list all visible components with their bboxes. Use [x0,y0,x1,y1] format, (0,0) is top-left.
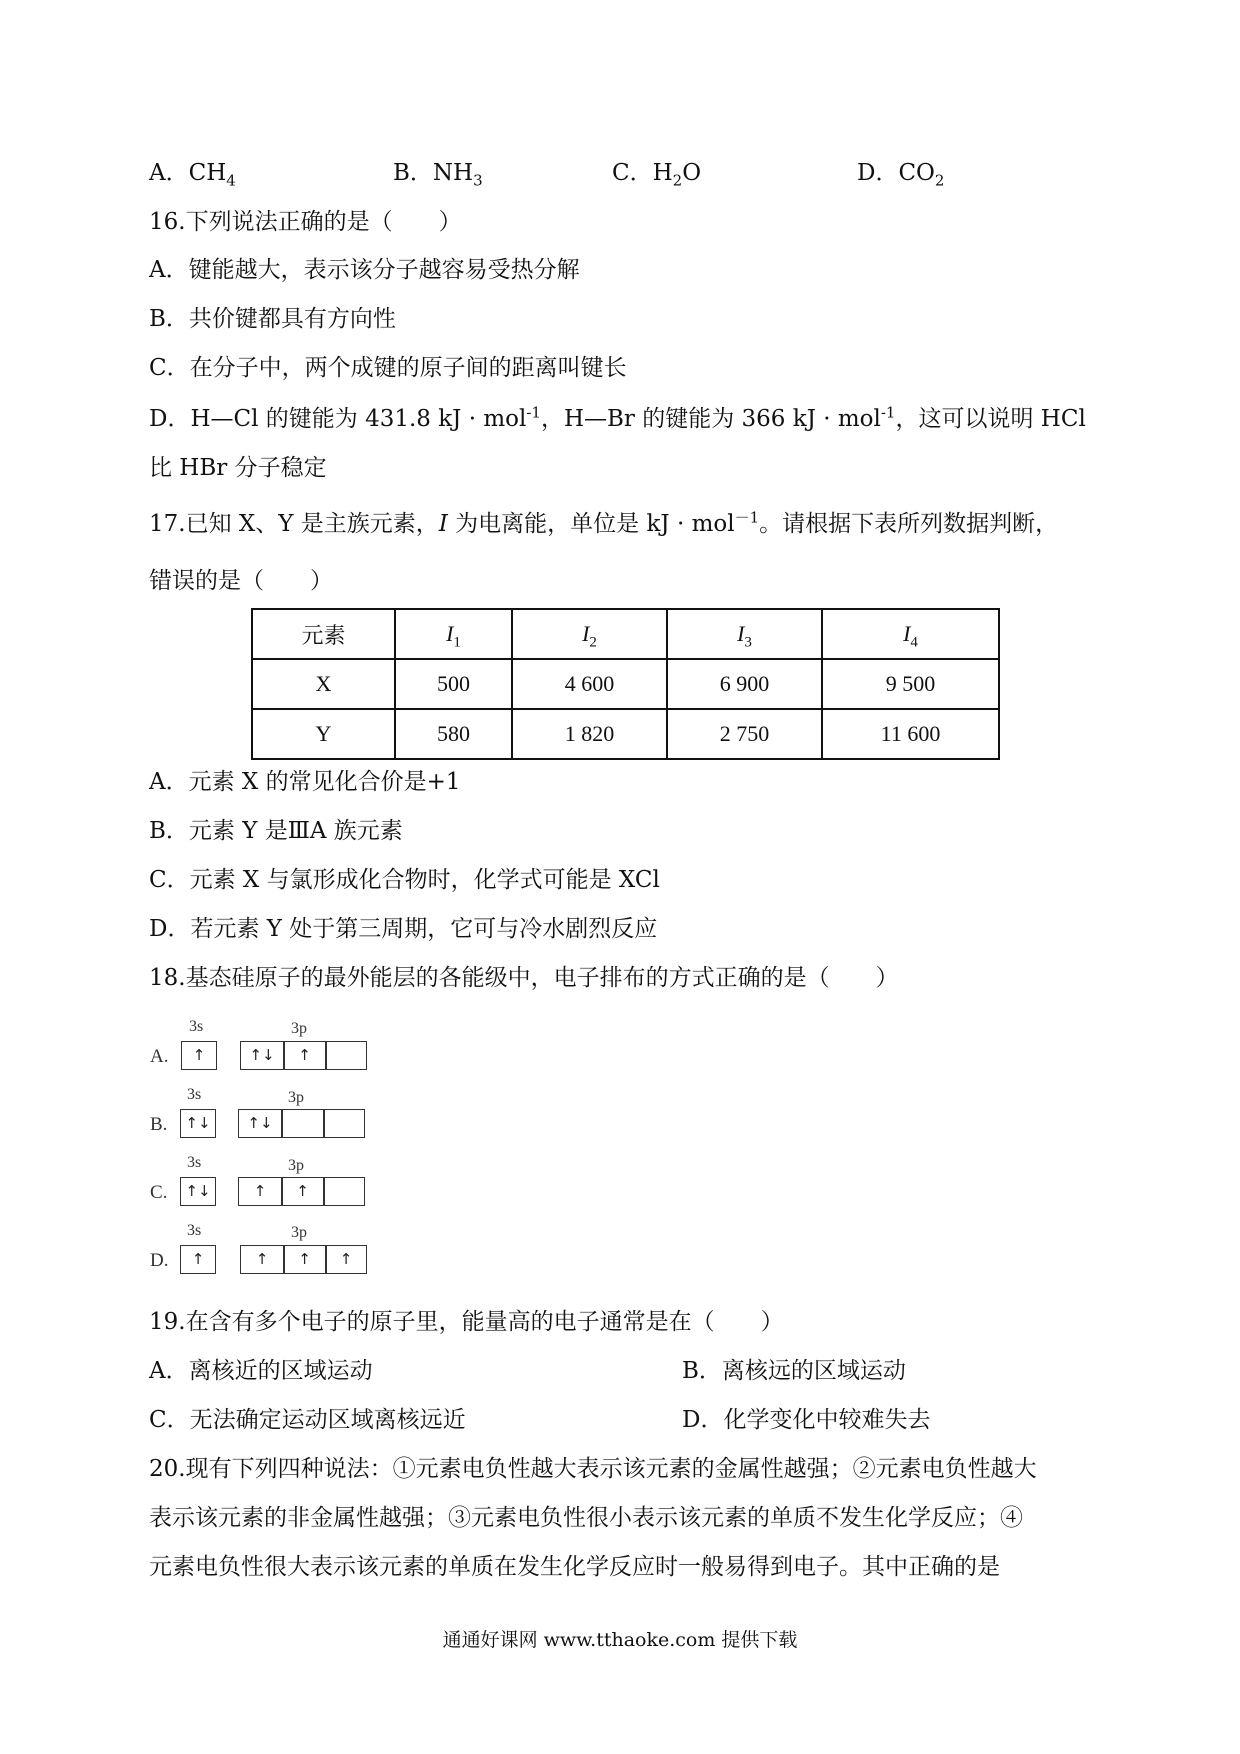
q20-line-1: 20.现有下列四种说法：①元素电负性越大表示该元素的金属性越强；②元素电负性越大 [149,1456,1037,1482]
electron-arrow: ↑ [191,1250,205,1268]
s-orbital-box [180,1109,216,1138]
electron-arrow: ↑ [339,1250,353,1268]
s-orbital-label: 3s [187,1154,202,1171]
q17-option-c: C．元素 X 与氯形成化合物时，化学式可能是 XCl [149,867,660,893]
q16-option-d-continued: 比 HBr 分子稳定 [149,455,327,481]
electron-arrow: ↑ [296,1182,309,1200]
q16-option-d: D．H—Cl 的键能为 431.8 kJ · mol$^{-1}$，H—Br 的键能为 366 kJ · mol$^{-1}$，这可以说明 HCl [149,403,1086,432]
q16-stem: 16.下列说法正确的是（ ） [149,209,462,235]
orbital-diagram-d [150,1222,390,1282]
option-letter: C. [150,1182,168,1203]
option-letter: D. [150,1250,169,1271]
p-orbital-boxes [240,1245,367,1274]
orbital-diagram-a [150,1018,390,1078]
q16-option-b: B．共价键都具有方向性 [149,306,396,332]
s-orbital-label: 3s [187,1222,202,1239]
q20-line-2: 表示该元素的非金属性越强；③元素电负性很小表示该元素的单质不发生化学反应；④ [149,1505,1023,1531]
s-orbital-box [180,1245,216,1274]
electron-arrow [326,1042,366,1069]
q17-option-b: B．元素 Y 是ⅢA 族元素 [149,818,403,844]
q15-option-d: D．$CO_2$ [857,160,945,190]
table-row [252,659,999,709]
table-cell: Y [252,709,395,759]
electron-arrow: ↑↓ [185,1182,211,1200]
q15-option-a: A．$CH_4$ [149,160,236,190]
table-cell: 500 [395,659,512,709]
electron-arrow [282,1110,323,1137]
p-orbital-label: 3p [291,1020,307,1037]
table-cell: 11 600 [822,709,999,759]
electron-arrow: ↑↓ [247,1114,273,1132]
page-footer: 通通好课网 www.tthaoke.com 提供下载 [442,1629,798,1651]
orbital-diagram-c [150,1154,390,1214]
s-orbital-box [181,1041,217,1070]
table-header-i1: $I_1$ [395,609,512,659]
electron-arrow: ↑ [298,1250,311,1268]
s-orbital-label: 3s [189,1018,204,1035]
q19-option-a: A．离核近的区域运动 [149,1358,373,1384]
s-orbital-box [180,1177,216,1206]
q20-line-3: 元素电负性很大表示该元素的单质在发生化学反应时一般易得到电子。其中正确的是 [149,1554,1000,1580]
table-header-i4: $I_4$ [822,609,999,659]
table-cell: X [252,659,395,709]
option-letter: B. [150,1114,168,1135]
table-row [252,709,999,759]
q17-option-d: D．若元素 Y 处于第三周期，它可与冷水剧烈反应 [149,916,658,942]
p-orbital-label: 3p [288,1157,304,1174]
q15-option-b: B．$NH_3$ [393,160,483,190]
q15-option-c: C．$H_2O$ [612,160,702,190]
table-header-i2: $I_2$ [512,609,667,659]
table-header-row [252,609,999,659]
electron-arrow [324,1178,364,1205]
table-cell: 9 500 [822,659,999,709]
p-orbital-label: 3p [288,1089,304,1106]
q16-option-a: A．键能越大，表示该分子越容易受热分解 [149,257,580,283]
p-orbital-boxes [238,1109,365,1138]
option-letter: A. [150,1046,169,1067]
table-cell: 2 750 [667,709,822,759]
q19-option-d: D．化学变化中较难失去 [682,1407,931,1433]
table-cell: 6 900 [667,659,822,709]
q19-option-b: B．离核远的区域运动 [682,1358,906,1384]
orbital-diagram-b [150,1086,390,1146]
table-cell: 1 820 [512,709,667,759]
s-orbital-label: 3s [187,1086,202,1103]
electron-arrow: ↑↓ [185,1114,211,1132]
q18-stem: 18.基态硅原子的最外能层的各能级中，电子排布的方式正确的是（ ） [149,965,899,991]
p-orbital-boxes [238,1177,365,1206]
electron-arrow: ↑ [298,1046,311,1064]
p-orbital-boxes [240,1041,367,1070]
electron-arrow [324,1110,364,1137]
table-header-i3: $I_3$ [667,609,822,659]
electron-arrow: ↑ [253,1182,267,1200]
ionization-energy-table [251,608,1000,760]
p-orbital-label: 3p [291,1224,307,1241]
electron-arrow: ↑ [255,1250,269,1268]
table-cell: 580 [395,709,512,759]
table-cell: 4 600 [512,659,667,709]
q17-option-a: A．元素 X 的常见化合价是+1 [149,769,461,795]
q17-stem-continued: 错误的是（ ） [149,568,333,594]
q19-stem: 19.在含有多个电子的原子里，能量高的电子通常是在（ ） [149,1309,784,1335]
electron-arrow: ↑ [192,1046,206,1064]
electron-arrow: ↑↓ [249,1046,275,1064]
q19-option-c: C．无法确定运动区域离核远近 [149,1407,466,1433]
table-header-element: 元素 [252,609,395,659]
q17-stem: 17.已知 X、Y 是主族元素，I 为电离能，单位是 kJ · mol$^{-1}$。请根据下表所列数据判断， [149,508,1059,537]
q16-option-c: C．在分子中，两个成键的原子间的距离叫键长 [149,355,627,381]
